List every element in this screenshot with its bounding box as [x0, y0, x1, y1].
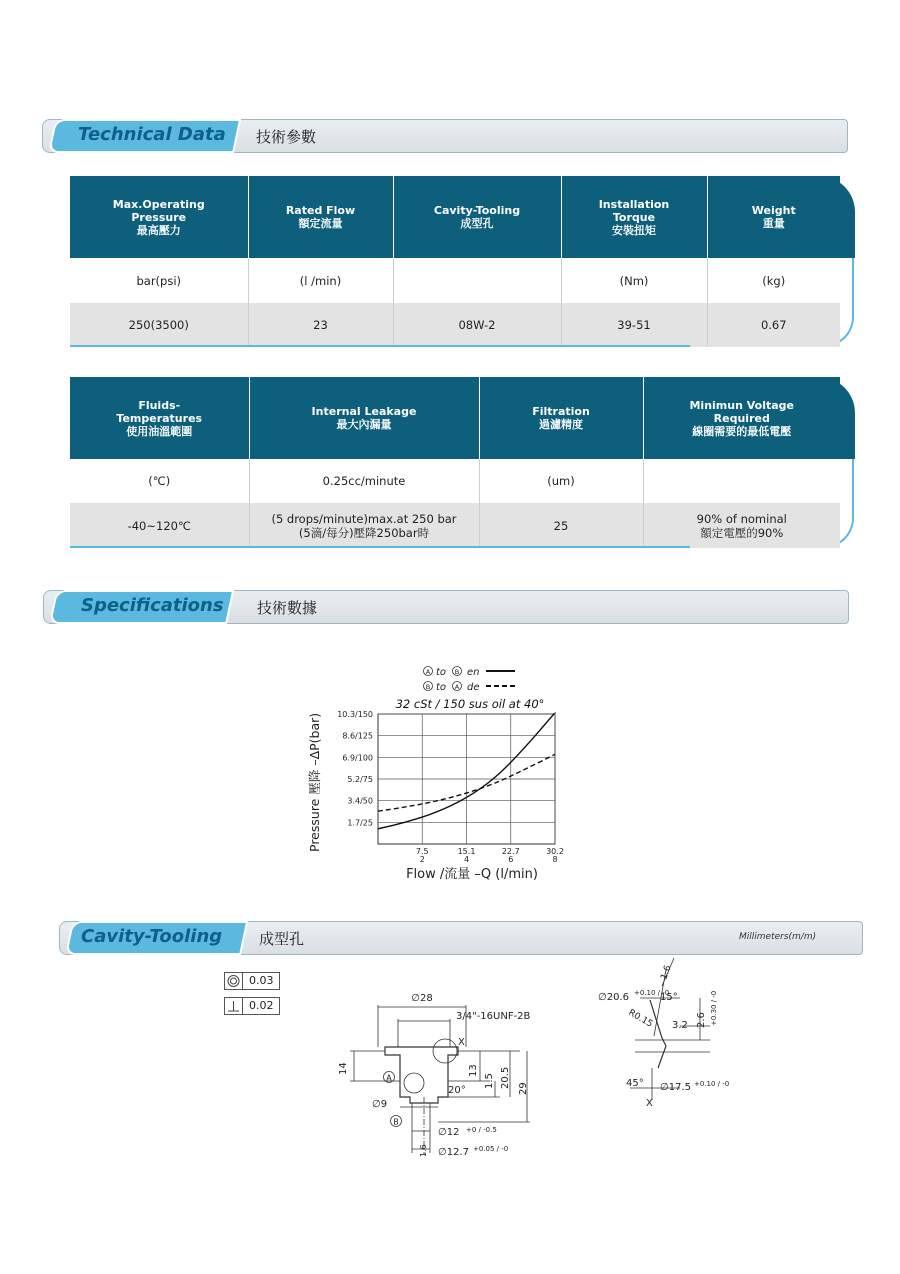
dim-d17-5-tolerance: +0.10 / -0: [694, 1080, 730, 1088]
header-cell: Minimun Voltage Required 線圈需要的最低電壓: [643, 377, 840, 459]
dim-r1-6: 1.6: [659, 964, 674, 982]
technical-data-band: [42, 119, 848, 153]
legend-label: en: [467, 667, 480, 678]
section-title-cn: 成型孔: [259, 930, 305, 948]
value-cell: (5 drops/minute)max.at 250 bar (5滴/每分)壓降250bar時: [249, 503, 479, 548]
table-bottom-line: [70, 546, 690, 548]
header-cell: Internal Leakage 最大內漏量: [249, 377, 479, 459]
table: [70, 176, 840, 347]
dim-d12: ∅12: [438, 1127, 460, 1138]
cavity-drawing-detail: [590, 950, 730, 1110]
header-cell: Fluids- Temperatures 使用油溫範圍: [70, 377, 249, 459]
spec-table-1: [70, 176, 854, 347]
value-cell: -40~120℃: [70, 503, 249, 548]
legend-port-to-label: A: [454, 683, 460, 691]
cavity-tooling-band: [59, 921, 863, 955]
concentricity-tolerance: [224, 972, 280, 990]
dim-29: 29: [518, 1082, 529, 1095]
dim-d12-tolerance: +0 / -0.5: [466, 1126, 497, 1134]
x-tick-label: 30.2: [546, 847, 564, 856]
header-row: [70, 176, 840, 258]
section-title-cn: 技術數據: [257, 599, 318, 617]
tolerance-value: 0.02: [249, 999, 274, 1012]
chart-subtitle: 32 cSt / 150 sus oil at 40°: [395, 697, 545, 711]
legend-to: to: [436, 682, 447, 693]
value-cell: 0.67: [707, 303, 840, 347]
x-tick-label-secondary: 2: [419, 855, 425, 864]
legend-port-from-label: B: [425, 683, 431, 691]
units-note: Millimeters(m/m): [739, 932, 817, 942]
value-cell: 23: [248, 303, 393, 347]
unit-cell: bar(psi): [70, 258, 248, 303]
unit-cell: (um): [479, 459, 643, 503]
dim-d12-7: ∅12.7: [438, 1147, 469, 1158]
dim-d20-6-tolerance: +0.10 / -0: [634, 989, 670, 997]
dim-1-6: 1.6: [419, 1144, 428, 1157]
concentricity-icon: [225, 973, 243, 989]
y-tick-label: 5.2/75: [347, 775, 373, 784]
dim-d9: ∅9: [372, 1099, 388, 1110]
value-row: [70, 303, 840, 347]
unit-cell: [393, 258, 561, 303]
section-title: Specifications: [81, 595, 224, 616]
y-tick-label: 1.7/25: [347, 818, 373, 828]
unit-cell: (l /min): [248, 258, 393, 303]
section-marker-x: X: [458, 1037, 465, 1048]
unit-row: [70, 459, 840, 503]
perpendicularity-icon: [225, 998, 243, 1014]
x-tick-label-secondary: 4: [463, 855, 470, 864]
spec-table-2: [70, 377, 854, 548]
header-cell: Max.Operating Pressure 最高壓力: [70, 176, 248, 258]
dim-angle-20: 20°: [448, 1085, 466, 1096]
x-tick-label-secondary: 8: [552, 855, 558, 864]
value-cell: 250(3500): [70, 303, 248, 347]
value-cell: 90% of nominal 額定電壓的90%: [643, 503, 840, 548]
header-cell: Weight 重量: [707, 176, 840, 258]
x-tick-label: 7.5: [415, 847, 429, 856]
header-cell: Rated Flow 額定流量: [248, 176, 393, 258]
dim-3-2: 3.2: [672, 1020, 688, 1031]
port-b-label: B: [393, 1117, 399, 1127]
section-title: Cavity-Tooling: [81, 926, 223, 947]
x-tick-label: 22.7: [501, 847, 520, 856]
y-tick-label: 8.6/125: [342, 731, 373, 741]
y-tick-label: 3.4/50: [347, 796, 373, 806]
dim-angle-15: 15°: [660, 992, 678, 1003]
unit-cell: 0.25cc/minute: [249, 459, 479, 503]
dim-14: 14: [338, 1062, 349, 1075]
dim-r0-15: R0.15: [626, 1007, 655, 1030]
legend-port-from-label: A: [425, 668, 431, 676]
dim-2-6-tolerance: +0.30 / -0: [710, 990, 718, 1026]
header-cell: Filtration 過濾精度: [479, 377, 643, 459]
chart-legend: [424, 667, 516, 694]
tolerance-value: 0.03: [249, 974, 274, 987]
dim-d28: ∅28: [411, 993, 433, 1004]
unit-cell: [643, 459, 840, 503]
chart-plot: [337, 710, 564, 864]
pressure-flow-chart: [300, 660, 600, 890]
dim-d20-6: ∅20.6: [598, 992, 629, 1003]
value-cell: 39-51: [561, 303, 707, 347]
legend-to: to: [436, 667, 447, 678]
x-tick-label-secondary: 6: [508, 855, 514, 864]
legend-port-to-label: B: [454, 668, 460, 676]
table: [70, 377, 840, 548]
chart-x-label: Flow /流量 –Q (l/min): [406, 867, 538, 882]
dim-thread: 3/4"-16UNF-2B: [456, 1011, 531, 1022]
unit-cell: (Nm): [561, 258, 707, 303]
perpendicularity-tolerance: [224, 997, 280, 1015]
unit-cell: (kg): [707, 258, 840, 303]
value-cell: 08W-2: [393, 303, 561, 347]
value-cell: 25: [479, 503, 643, 548]
x-tick-label: 15.1: [457, 847, 476, 856]
chart-y-label: Pressure 壓降 –ΔP(bar): [307, 712, 322, 852]
section-title-cn: 技術參數: [256, 128, 317, 146]
cavity-drawing-main: [330, 985, 560, 1165]
legend-label: de: [467, 682, 480, 693]
dim-20-5: 20.5: [500, 1066, 511, 1089]
specifications-band: [43, 590, 849, 624]
dim-d17-5: ∅17.5: [660, 1082, 691, 1093]
header-cell: Cavity-Tooling 成型孔: [393, 176, 561, 258]
dim-d12-7-tolerance: +0.05 / -0: [473, 1145, 509, 1153]
dim-2-6: 2.6: [696, 1012, 707, 1028]
section-marker-x: X: [646, 1098, 653, 1109]
port-a-label: A: [386, 1073, 392, 1083]
header-row: [70, 377, 840, 459]
unit-cell: (℃): [70, 459, 249, 503]
y-tick-label: 6.9/100: [342, 753, 373, 763]
section-title: Technical Data: [78, 124, 226, 145]
header-cell: Installation Torque 安裝扭矩: [561, 176, 707, 258]
value-row: [70, 503, 840, 548]
y-tick-label: 10.3/150: [337, 710, 373, 719]
table-bottom-line: [70, 345, 690, 347]
dim-13: 13: [468, 1064, 479, 1077]
unit-row: [70, 258, 840, 303]
dim-angle-45: 45°: [626, 1078, 644, 1089]
dim-1-5: 1.5: [484, 1073, 495, 1089]
